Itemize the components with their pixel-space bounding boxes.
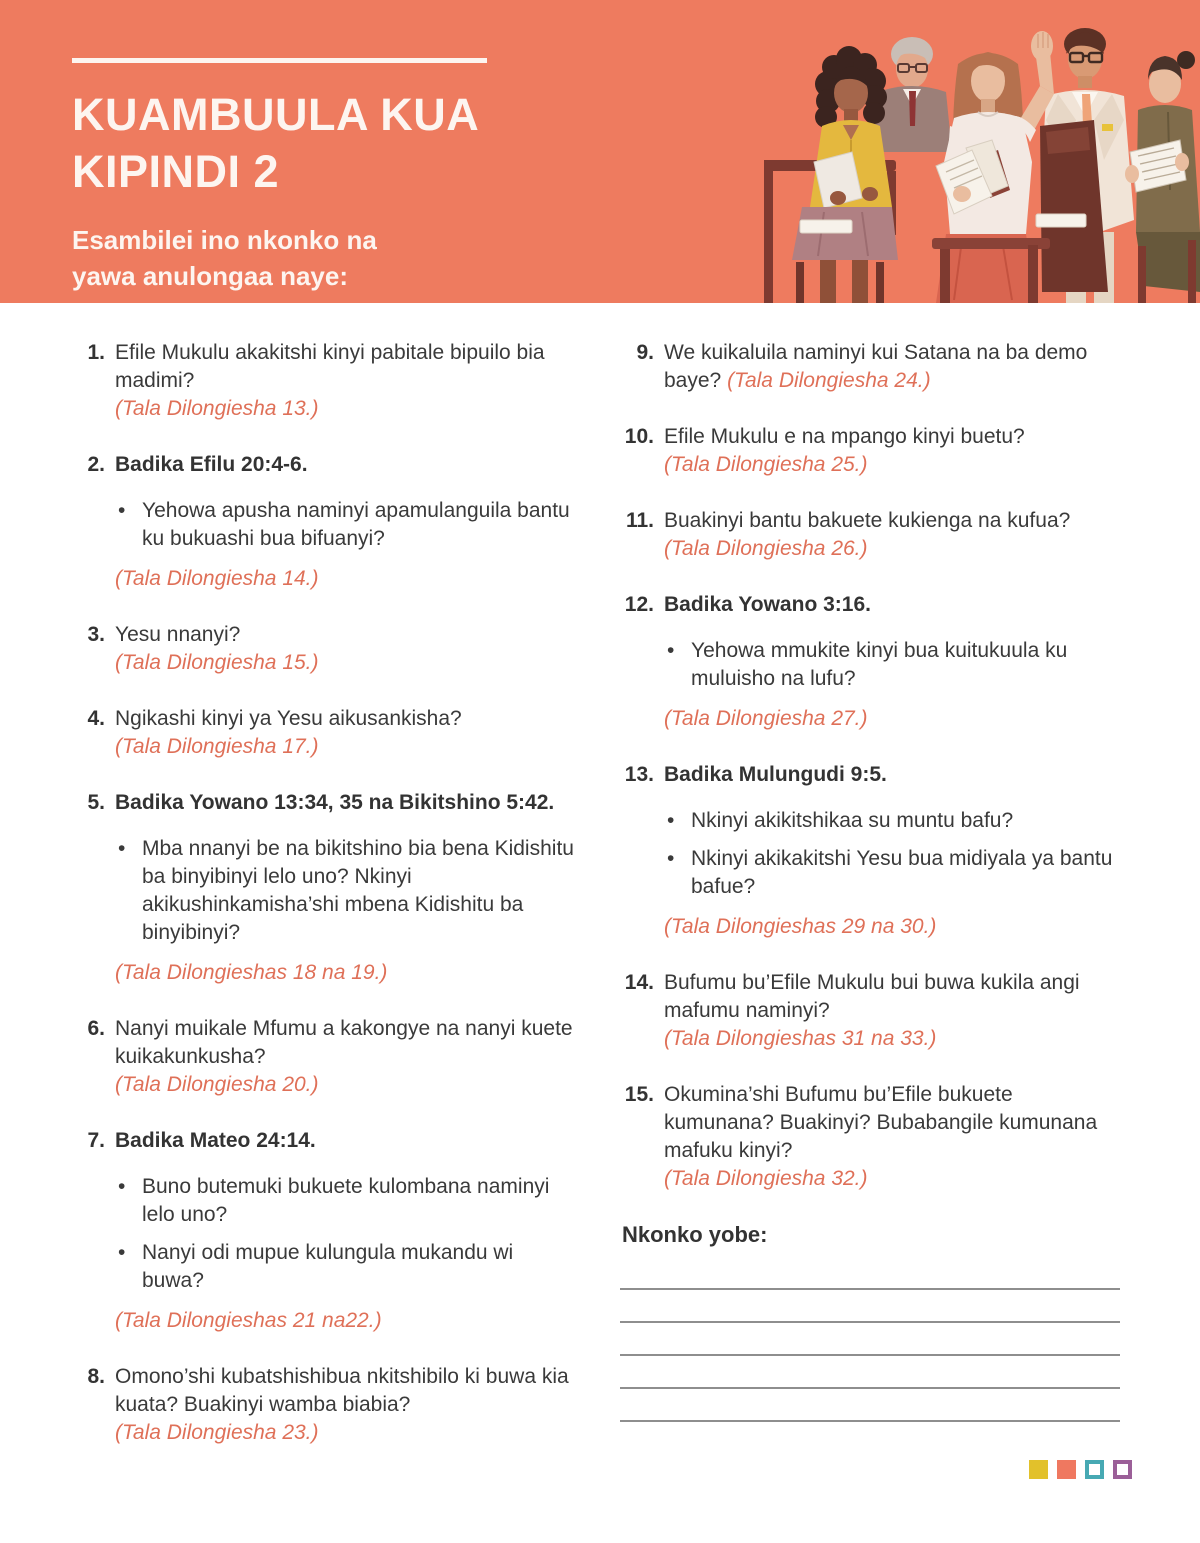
questions-right-column	[612, 339, 1120, 1475]
question-number: 8.	[87, 1365, 105, 1388]
bullet-dot: •	[118, 1175, 126, 1198]
page-title	[72, 86, 479, 200]
questions-section	[0, 303, 1200, 1475]
reference: (Tala Dilongiesha 23.)	[115, 1421, 319, 1444]
writing-line	[620, 1389, 1120, 1422]
reference: (Tala Dilongieshas 21 na22.)	[115, 1309, 382, 1332]
reference: (Tala Dilongieshas 31 na 33.)	[664, 1027, 937, 1050]
woman-with-tablet-figure	[792, 46, 898, 303]
writing-line	[620, 1356, 1120, 1389]
question-text: We kuikaluila naminyi kui Satana na ba demo baye? (Tala Dilongiesha 24.)	[664, 341, 1088, 392]
reference: (Tala Dilongiesha 14.)	[115, 567, 319, 590]
question-item	[612, 507, 1120, 563]
page-subtitle-line2: yawa anulongaa naye:	[72, 261, 348, 291]
question-text: Efile Mukulu akakitshi kinyi pabitale bipuilo bia madimi?	[115, 341, 545, 392]
bullet-item	[664, 637, 1120, 693]
question-text: Okumina’shi Bufumu bu’Efile bukuete kumunana? Buakinyi? Bubabangile kumunana mafuku kinyi?	[664, 1083, 1098, 1162]
question-item	[73, 451, 578, 593]
question-body	[664, 339, 1120, 395]
question-body	[664, 423, 1120, 479]
question-text: Badika Efilu 20:4-6.	[115, 453, 308, 476]
bullet-item	[115, 497, 578, 553]
question-item	[73, 339, 578, 423]
bullet-item	[115, 1239, 578, 1295]
question-body	[664, 591, 1120, 733]
question-body	[115, 1363, 578, 1447]
bullet-text: Nkinyi akikitshikaa su muntu bafu?	[691, 809, 1014, 832]
bullet-dot: •	[118, 837, 126, 860]
page-subtitle-line1: Esambilei ino nkonko na	[72, 225, 377, 255]
yellow-filled-square	[1029, 1460, 1048, 1479]
question-text: Omono’shi kubatshishibua nkitshibilo ki buwa kia kuata? Buakinyi wamba biabia?	[115, 1365, 569, 1416]
reference: (Tala Dilongieshas 29 na 30.)	[664, 915, 937, 938]
question-text: Buakinyi bantu bakuete kukienga na kufua?	[664, 509, 1071, 532]
bullet-text: Buno butemuki bukuete kulombana naminyi lelo uno?	[142, 1175, 550, 1226]
reference: (Tala Dilongiesha 25.)	[664, 453, 868, 476]
notes-section	[612, 1221, 1120, 1422]
question-body	[664, 507, 1120, 563]
bullet-text: Yehowa mmukite kinyi bua kuitukuula ku muluisho na lufu?	[691, 639, 1068, 690]
question-number: 15.	[624, 1083, 654, 1106]
question-item	[73, 789, 578, 987]
woman-reading-figure	[1125, 51, 1200, 303]
bullet-dot: •	[667, 639, 675, 662]
question-number: 3.	[87, 623, 105, 646]
question-text: Badika Yowano 13:34, 35 na Bikitshino 5:42.	[115, 791, 555, 814]
question-text: Badika Mulungudi 9:5.	[664, 763, 887, 786]
question-text: Badika Yowano 3:16.	[664, 593, 871, 616]
notes-heading: Nkonko yobe:	[622, 1222, 768, 1247]
question-body	[664, 1081, 1120, 1193]
question-body	[115, 789, 578, 987]
meeting-audience-illustration	[740, 0, 1200, 303]
question-number: 4.	[87, 707, 105, 730]
page-title-line1: KUAMBUULA KUA	[72, 89, 480, 140]
reference: (Tala Dilongieshas 18 na 19.)	[115, 961, 388, 984]
question-item	[612, 591, 1120, 733]
reference: (Tala Dilongiesha 15.)	[115, 651, 319, 674]
writing-line	[620, 1257, 1120, 1290]
question-number: 10.	[624, 425, 654, 448]
question-body	[115, 1015, 578, 1099]
question-number: 1.	[87, 341, 105, 364]
page-header	[0, 0, 1200, 303]
question-body	[115, 339, 578, 423]
reference: (Tala Dilongiesha 26.)	[664, 537, 868, 560]
bullet-dot: •	[118, 1241, 126, 1264]
question-text: Bufumu bu’Efile Mukulu bui buwa kukila angi mafumu naminyi?	[664, 971, 1080, 1022]
bullet-dot: •	[118, 499, 126, 522]
question-item	[612, 761, 1120, 941]
question-number: 5.	[87, 791, 105, 814]
bullet-text: Nkinyi akikakitshi Yesu bua midiyala ya bantu bafue?	[691, 847, 1113, 898]
coral-filled-square	[1057, 1460, 1076, 1479]
question-number: 2.	[87, 453, 105, 476]
page-subtitle	[72, 222, 377, 294]
question-body	[115, 451, 578, 593]
question-number: 12.	[624, 593, 654, 616]
bullet-item	[115, 835, 578, 947]
question-number: 6.	[87, 1017, 105, 1040]
reference: (Tala Dilongiesha 20.)	[115, 1073, 319, 1096]
writing-line	[620, 1323, 1120, 1356]
question-body	[115, 705, 578, 761]
purple-outline-square	[1113, 1460, 1132, 1479]
question-text: Ngikashi kinyi ya Yesu aikusankisha?	[115, 707, 462, 730]
question-number: 7.	[87, 1129, 105, 1152]
question-body	[115, 1127, 578, 1335]
question-item	[73, 621, 578, 677]
bullet-text: Mba nnanyi be na bikitshino bia bena Kidishitu ba binyibinyi lelo uno? Nkinyi akikushinkamisha’shi mbena Kidishitu ba binyibinyi?	[142, 837, 574, 944]
reference: (Tala Dilongiesha 27.)	[664, 707, 868, 730]
question-text: Nanyi muikale Mfumu a kakongye na nanyi kuete kuikakunkusha?	[115, 1017, 573, 1068]
reference: (Tala Dilongiesha 32.)	[664, 1167, 868, 1190]
bullet-dot: •	[667, 847, 675, 870]
question-item	[612, 423, 1120, 479]
question-text: Efile Mukulu e na mpango kinyi buetu?	[664, 425, 1025, 448]
question-body	[664, 969, 1120, 1053]
title-rule	[72, 58, 487, 63]
bullet-item	[664, 807, 1120, 835]
footer-progress-squares	[1029, 1460, 1132, 1479]
reference: (Tala Dilongiesha 17.)	[115, 735, 319, 758]
question-body	[115, 621, 578, 677]
question-number: 14.	[624, 971, 654, 994]
question-number: 13.	[624, 763, 654, 786]
question-item	[612, 969, 1120, 1053]
page-title-line2: KIPINDI 2	[72, 146, 280, 197]
question-item	[73, 705, 578, 761]
bullet-dot: •	[667, 809, 675, 832]
reference: (Tala Dilongiesha 24.)	[727, 369, 931, 392]
question-item	[73, 1127, 578, 1335]
question-body	[664, 761, 1120, 941]
question-number: 9.	[636, 341, 654, 364]
question-text: Badika Mateo 24:14.	[115, 1129, 316, 1152]
bullet-text: Yehowa apusha naminyi apamulanguila bantu ku bukuashi bua bifuanyi?	[142, 499, 570, 550]
bullet-text: Nanyi odi mupue kulungula mukandu wi buwa?	[142, 1241, 514, 1292]
question-item	[73, 1363, 578, 1447]
question-text: Yesu nnanyi?	[115, 623, 241, 646]
question-number: 11.	[625, 509, 654, 532]
writing-line	[620, 1290, 1120, 1323]
question-item	[612, 339, 1120, 395]
questions-left-column	[73, 339, 578, 1475]
notes-writing-lines	[620, 1257, 1120, 1422]
bullet-item	[664, 845, 1120, 901]
question-item	[73, 1015, 578, 1099]
bullet-item	[115, 1173, 578, 1229]
reference: (Tala Dilongiesha 13.)	[115, 397, 319, 420]
teal-outline-square	[1085, 1460, 1104, 1479]
question-item	[612, 1081, 1120, 1193]
